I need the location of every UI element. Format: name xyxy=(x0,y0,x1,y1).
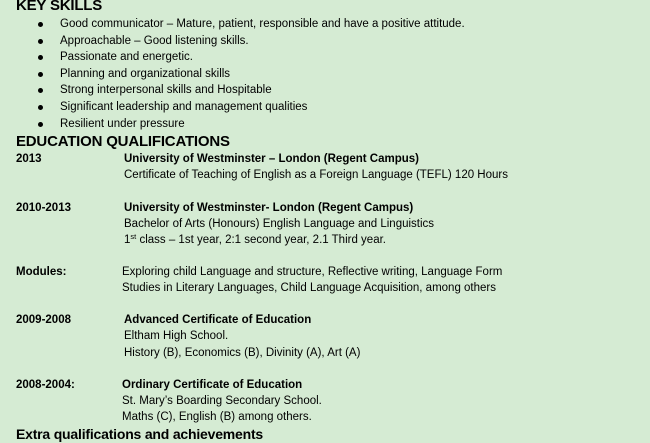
skill-text: Significant leadership and management qualities xyxy=(60,100,308,113)
bullet-icon xyxy=(38,88,43,93)
bullet-icon xyxy=(38,55,43,60)
bullet-icon xyxy=(38,105,43,110)
bullet-icon xyxy=(38,122,43,127)
class-ordinal: 1 xyxy=(124,234,131,246)
entry-year: 2008-2004: xyxy=(16,379,75,391)
entry-title: Advanced Certificate of Education xyxy=(124,314,312,326)
extra-qualifications-heading: Extra qualifications and achievements xyxy=(16,426,264,442)
entry-detail: Eltham High School. xyxy=(124,330,229,342)
bullet-icon xyxy=(38,72,43,77)
bullet-icon xyxy=(38,39,43,44)
skill-text: Strong interpersonal skills and Hospitable xyxy=(60,84,272,97)
class-results: class – 1st year, 2:1 second year, 2.1 Third year. xyxy=(136,234,386,246)
entry-detail: St. Mary’s Boarding Secondary School. xyxy=(122,395,322,407)
skill-text: Approachable – Good listening skills. xyxy=(60,34,249,47)
entry-detail: Certificate of Teaching of English as a Foreign Language (TEFL) 120 Hours xyxy=(124,169,508,181)
bullet-icon xyxy=(38,22,43,27)
entry-year: 2013 xyxy=(16,153,42,165)
modules-line: Exploring child Language and structure, Reflective writing, Language Form xyxy=(122,266,503,278)
entry-detail: History (B), Economics (B), Divinity (A), Art (A) xyxy=(124,347,361,359)
modules-label: Modules: xyxy=(16,266,67,278)
entry-title: University of Westminster – London (Regent Campus) xyxy=(124,153,419,165)
class-ordinal-suffix: st xyxy=(130,232,137,241)
modules-line: Studies in Literary Languages, Child Language Acquisition, among others xyxy=(122,282,496,294)
entry-detail: Maths (C), English (B) among others. xyxy=(122,411,312,423)
entry-year: 2010-2013 xyxy=(16,202,71,214)
entry-detail-class xyxy=(124,232,386,248)
key-skills-heading: KEY SKILLS xyxy=(16,0,103,14)
skill-text: Resilient under pressure xyxy=(60,117,185,130)
skill-text: Passionate and energetic. xyxy=(60,51,193,64)
entry-title: University of Westminster- London (Regent Campus) xyxy=(124,202,414,214)
entry-detail: Bachelor of Arts (Honours) English Language and Linguistics xyxy=(124,218,435,230)
skill-text: Planning and organizational skills xyxy=(60,67,231,80)
skill-text: Good communicator – Mature, patient, responsible and have a positive attitude. xyxy=(60,18,465,30)
entry-title: Ordinary Certificate of Education xyxy=(122,379,303,391)
education-heading: EDUCATION QUALIFICATIONS xyxy=(16,133,230,150)
entry-year: 2009-2008 xyxy=(16,314,71,326)
